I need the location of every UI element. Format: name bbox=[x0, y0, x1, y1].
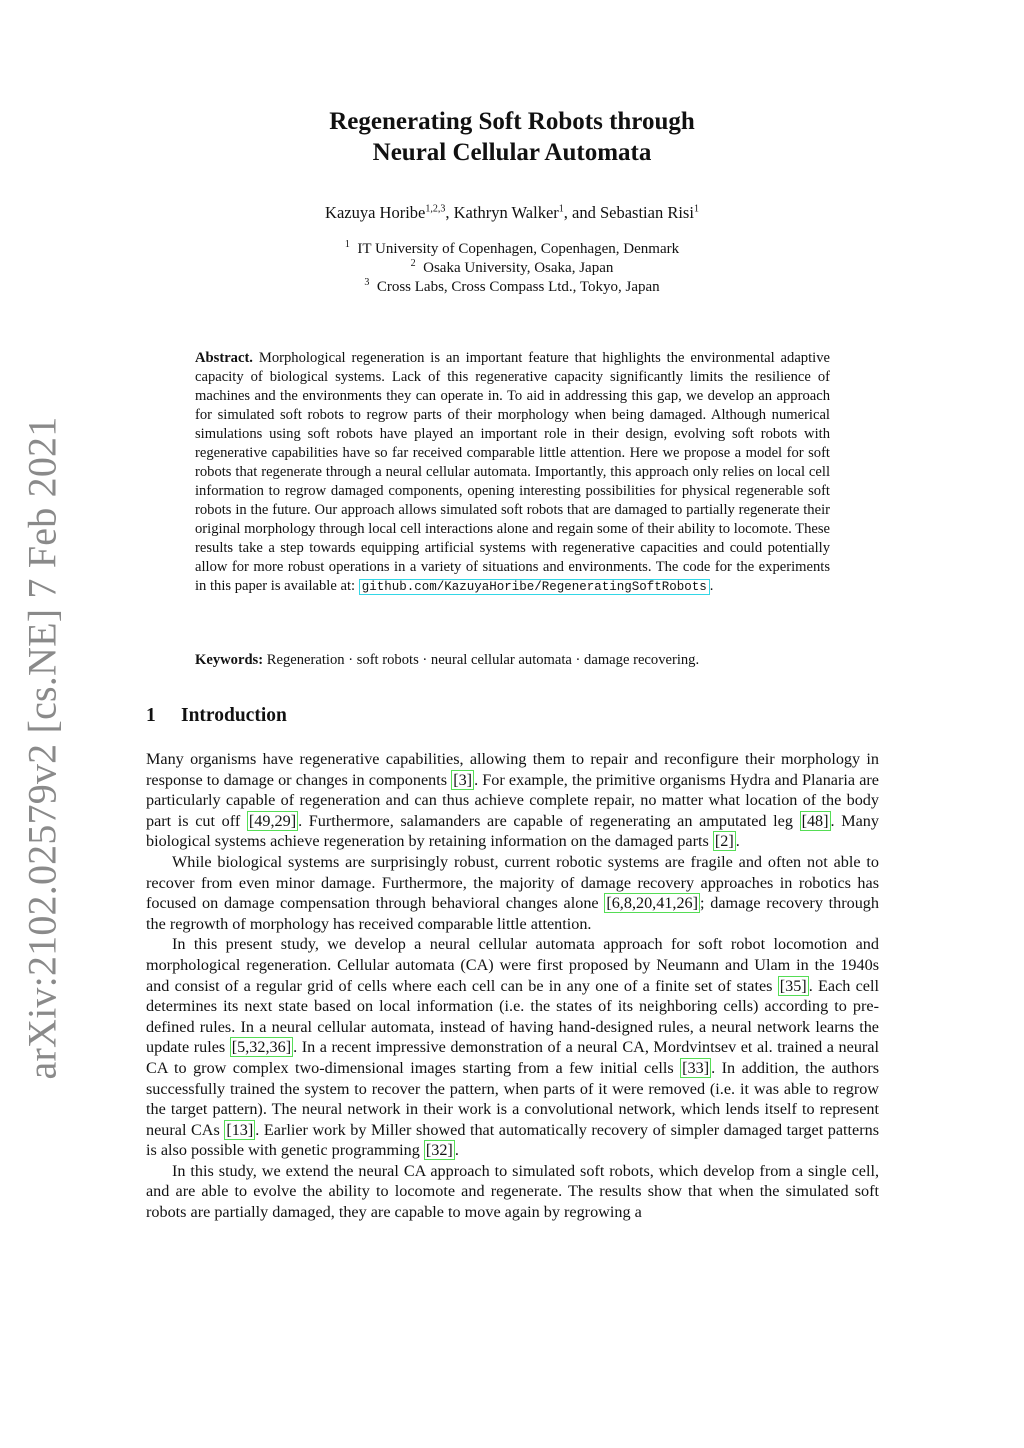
author-affil-sup: 1 bbox=[693, 203, 699, 215]
paragraph-text: . In addition, the authors successfully trained the system to recover the pattern, when parts of it were removed (i.e. it was able to regrow the target pattern). The neural network in their work is a convolutional network, which lends itself to represent neural CAs bbox=[146, 1058, 880, 1139]
affiliation-sup: 3 bbox=[364, 277, 370, 288]
paragraph-text: . In a recent impressive demonstration of a neural CA, Mordvintsev et al. trained a neural CA to grow complex two-dimensional images starting from a few initial cells bbox=[146, 1038, 879, 1077]
author-name: Sebastian Risi bbox=[599, 203, 694, 222]
paragraph-text: . bbox=[454, 1141, 459, 1160]
citation-link[interactable]: [13] bbox=[226, 1120, 254, 1139]
paragraph-text: . Many biological systems achieve regeneration by retaining information on the damaged parts bbox=[146, 811, 879, 851]
section-title: Introduction bbox=[181, 705, 287, 726]
citation-link[interactable]: [33] bbox=[682, 1058, 710, 1077]
affiliation-sup: 1 bbox=[344, 239, 350, 250]
author-name: Kathryn Walker bbox=[453, 203, 559, 222]
citation-link[interactable]: [3] bbox=[453, 770, 473, 789]
keywords-label: Keywords: bbox=[195, 652, 264, 668]
abstract-end: . bbox=[709, 578, 714, 594]
paragraph bbox=[146, 852, 879, 934]
abstract-text: Morphological regeneration is an important feature that highlights the environmental adaptive capacity of biological systems. Lack of this regenerative capacity significantly limits the resilience of machines and the environments they can operate in. To aid in addressing this gap, we develop an approach for simulated soft robots to regrow parts of their morphology when being damaged. Although numerical simulations using soft robots have played an important role in their design, evolving soft robots with regenerative capabilities have so far received comparable little attention. Here we propose a model for soft robots that regenerate through a neural cellular automata. Importantly, this approach only relies on local cell information to regrow damaged components, opening interesting possibilities for physical regenerable soft robots in the future. Our approach allows simulated soft robots that are damaged to partially regenerate their original morphology through local cell interactions alone and regain some of their ability to locomote. These results take a step towards equipping artificial systems with regenerative capacities and could potentially allow for more robust operations in a variety of situations and environments. The code for the experiments in this paper is available at: bbox=[195, 350, 830, 594]
keywords bbox=[195, 651, 830, 670]
paragraph-text: While biological systems are surprisingly robust, current robotic systems are fragile and often not able to recover from even minor damage. Furthermore, the majority of damage recovery approaches in robotics has focused on damage compensation through behavioral changes alone bbox=[146, 852, 879, 913]
arxiv-stamp-text: arXiv:2102.02579v2 [cs.NE] 7 Feb 2021 bbox=[19, 416, 65, 1080]
affiliation-text: Cross Labs, Cross Compass Ltd., Tokyo, Japan bbox=[376, 279, 660, 295]
section-heading bbox=[146, 705, 287, 727]
citation-link[interactable]: [2] bbox=[714, 832, 734, 851]
citation-link[interactable]: [48] bbox=[801, 811, 829, 830]
author-separator: , bbox=[445, 203, 454, 222]
affiliation-text: Osaka University, Osaka, Japan bbox=[423, 260, 614, 276]
paragraph-text: . Furthermore, salamanders are capable of regenerating an amputated leg bbox=[298, 811, 800, 830]
paragraph-text: . Earlier work by Miller showed that automatically recovery of simpler damaged target patterns is also possible with genetic programming bbox=[146, 1120, 879, 1160]
paragraph-text: In this present study, we develop a neural cellular automata approach for soft robot locomotion and morphological regeneration. Cellular automata (CA) were first proposed by Neumann and Ulam in the 1940s and consist of a regular grid of cells where each cell can be in any one of a finite set of states bbox=[146, 935, 879, 995]
paragraph-text: . For example, the primitive organisms Hydra and Planaria are particularly capable of regeneration and can thus achieve complete repair, no matter what location of the body part is cut off bbox=[146, 770, 879, 830]
paper-title bbox=[0, 106, 1024, 168]
affiliation-text: IT University of Copenhagen, Copenhagen, Denmark bbox=[357, 241, 680, 257]
affiliation-line bbox=[0, 259, 1024, 278]
author-affil-sup: 1 bbox=[558, 203, 564, 215]
citation-link[interactable]: [6,8,20,41,26] bbox=[606, 894, 699, 913]
title-line-2: Neural Cellular Automata bbox=[372, 139, 652, 166]
abstract-label: Abstract. bbox=[195, 350, 253, 366]
paragraph bbox=[146, 934, 879, 1161]
paragraph-text: Many organisms have regenerative capabilities, allowing them to repair and reconfigure their morphology in response to damage or changes in components bbox=[146, 750, 879, 789]
citation-link[interactable]: [35] bbox=[779, 976, 807, 995]
abstract bbox=[195, 349, 830, 597]
paragraph bbox=[146, 1161, 879, 1223]
paragraph-text: . bbox=[735, 832, 740, 851]
affiliation-line bbox=[0, 240, 1024, 259]
title-line-1: Regenerating Soft Robots through bbox=[329, 108, 695, 135]
author-list bbox=[0, 203, 1024, 223]
code-repository-link[interactable]: github.com/KazuyaHoribe/RegeneratingSoftRobots bbox=[359, 579, 710, 595]
author-name: Kazuya Horibe bbox=[325, 203, 426, 222]
affiliation-line bbox=[0, 278, 1024, 297]
author-separator: , and bbox=[563, 203, 600, 222]
section-number: 1 bbox=[146, 705, 156, 726]
paragraph bbox=[146, 749, 879, 852]
body-text bbox=[146, 749, 879, 1223]
paragraph-text: ; damage recovery through the regrowth of morphology has received comparable little attention. bbox=[146, 894, 879, 933]
affiliation-sup: 2 bbox=[410, 258, 416, 269]
paragraph-text: . Each cell determines its next state based on local information (i.e. the states of its neighboring cells) according to pre-defined rules. In a neural cellular automata, instead of having hand-designed rules, a neural network learns the update rules bbox=[146, 976, 879, 1057]
affiliations bbox=[0, 240, 1024, 297]
citation-link[interactable]: [32] bbox=[425, 1141, 453, 1160]
keywords-text: Regeneration · soft robots · neural cellular automata · damage recovering. bbox=[266, 652, 700, 668]
paragraph-text: In this study, we extend the neural CA approach to simulated soft robots, which develop from a single cell, and are able to evolve the ability to locomote and regenerate. The results show that when the simulated soft robots are partially damaged, they are capable to move again by regrowing a bbox=[146, 1161, 879, 1222]
citation-link[interactable]: [49,29] bbox=[248, 811, 297, 830]
citation-link[interactable]: [5,32,36] bbox=[231, 1038, 292, 1057]
author-affil-sup: 1,2,3 bbox=[425, 203, 446, 215]
